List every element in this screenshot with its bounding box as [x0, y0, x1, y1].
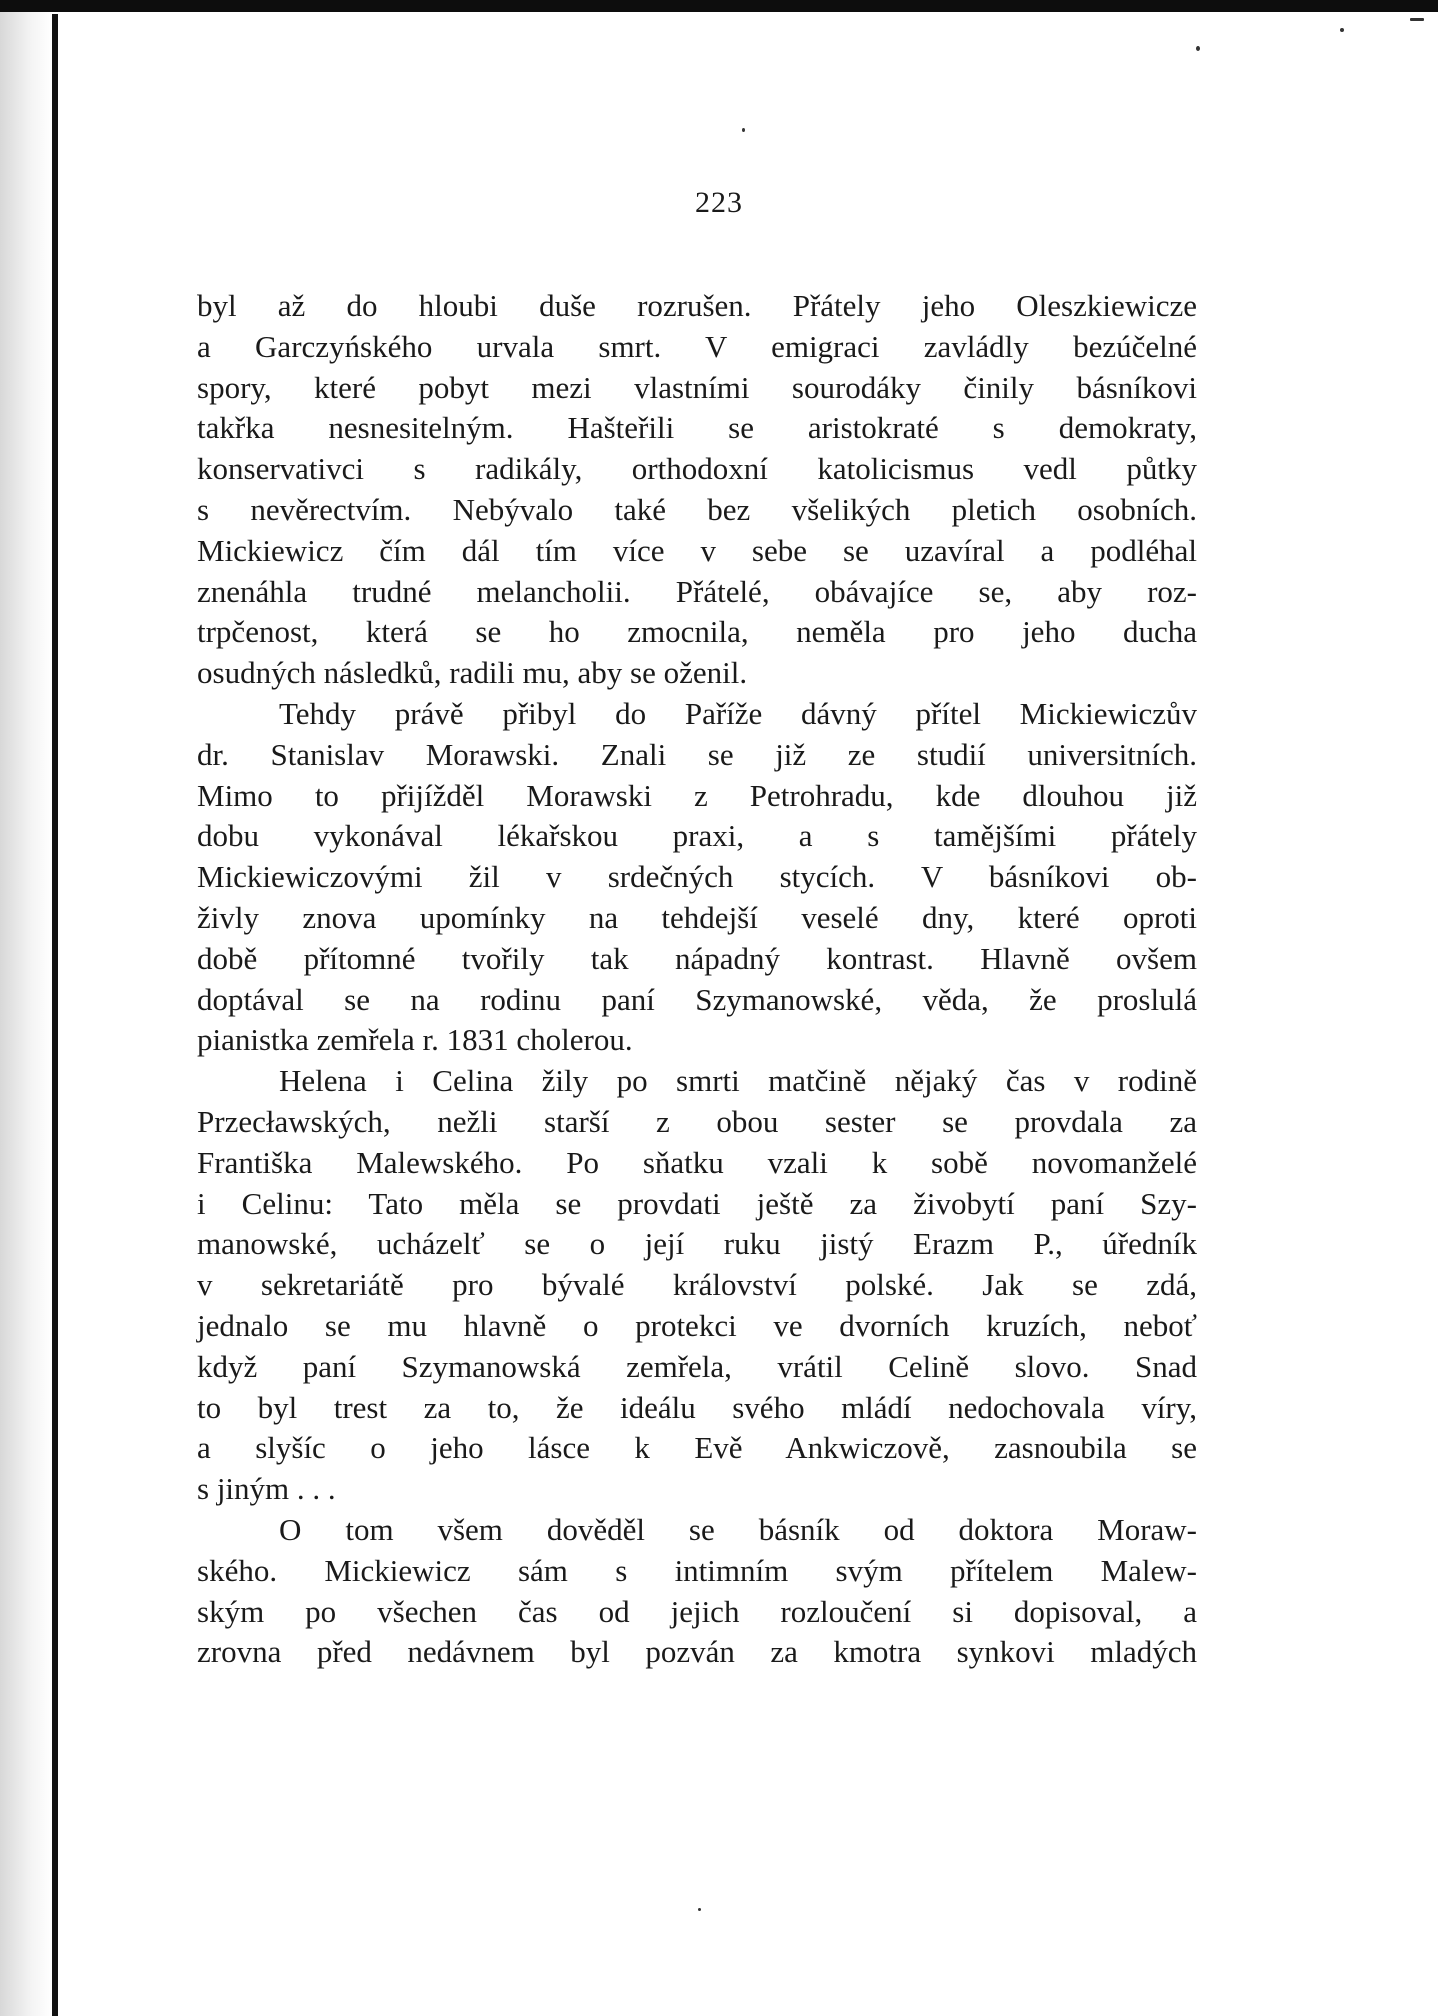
text-line: Františka Malewského. Po sňatku vzali k sobě novomanželé — [197, 1144, 1197, 1180]
text-line: živly znova upomínky na tehdejší veselé dny, které oproti — [197, 899, 1197, 935]
text-line: to byl trest za to, že ideálu svého mládí nedochovala víry, — [197, 1389, 1197, 1425]
text-line: konservativci s radikály, orthodoxní katolicismus vedl půtky — [197, 451, 1197, 487]
text-line: ským po všechen čas od jejich rozloučení si dopisoval, a — [197, 1593, 1197, 1629]
text-line: s jiným . . . — [197, 1471, 336, 1507]
scan-left-shadow — [0, 0, 52, 2016]
text-line: Helena i Celina žily po smrti matčině nějaký čas v rodině — [279, 1063, 1197, 1099]
text-line: a Garczyńského urvala smrt. V emigraci zavládly bezúčelné — [197, 328, 1197, 364]
text-line: ského. Mickiewicz sám s intimním svým přítelem Malew- — [197, 1552, 1197, 1588]
text-line: době přítomné tvořily tak nápadný kontrast. Hlavně ovšem — [197, 940, 1197, 976]
text-line: znenáhla trudné melancholii. Přátelé, obávajíce se, aby roz- — [197, 573, 1197, 609]
scan-top-border — [0, 0, 1438, 12]
text-line: Mimo to přijížděl Morawski z Petrohradu, kde dlouhou již — [197, 777, 1197, 813]
scan-speck — [1410, 18, 1424, 21]
text-line: manowské, ucházelť se o její ruku jistý Erazm P., úředník — [197, 1226, 1197, 1262]
text-line: pianistka zemřela r. 1831 cholerou. — [197, 1022, 633, 1058]
text-line: a slyšíc o jeho lásce k Evě Ankwiczově, zasnoubila se — [197, 1430, 1197, 1466]
text-line: Przecławských, nežli starší z obou sester se provdala za — [197, 1103, 1197, 1139]
text-line: Mickiewiczovými žil v srdečných stycích. V básníkovi ob- — [197, 859, 1197, 895]
text-line: i Celinu: Tato měla se provdati ještě za živobytí paní Szy- — [197, 1185, 1197, 1221]
text-line: O tom všem dověděl se básník od doktora Moraw- — [279, 1511, 1197, 1547]
text-line: Tehdy právě přibyl do Paříže dávný přítel Mickiewiczův — [279, 695, 1197, 731]
text-line: s nevěrectvím. Nebývalo také bez všelikých pletich osobních. — [197, 491, 1197, 527]
scan-speck — [1340, 28, 1344, 32]
scan-speck — [1196, 46, 1200, 51]
scan-speck — [698, 1908, 701, 1911]
text-line: trpčenost, která se ho zmocnila, neměla pro jeho ducha — [197, 614, 1197, 650]
scan-speck — [742, 128, 745, 132]
text-line: spory, které pobyt mezi vlastními sourodáky činily básníkovi — [197, 369, 1197, 405]
text-line: dr. Stanislav Morawski. Znali se již ze studií universitních. — [197, 736, 1197, 772]
text-line: osudných následků, radili mu, aby se oženil. — [197, 655, 748, 691]
text-line: když paní Szymanowská zemřela, vrátil Celině slovo. Snad — [197, 1348, 1197, 1384]
text-line: Mickiewicz čím dál tím více v sebe se uzavíral a podléhal — [197, 532, 1197, 568]
text-line: byl až do hloubi duše rozrušen. Přátely jeho Oleszkiewicze — [197, 288, 1197, 323]
scan-left-border — [52, 14, 58, 2016]
text-line: v sekretariátě pro bývalé království polské. Jak se zdá, — [197, 1267, 1197, 1303]
text-line: zrovna před nedávnem byl pozván za kmotra synkovi mladých — [197, 1634, 1197, 1670]
text-line: jednalo se mu hlavně o protekci ve dvorních kruzích, neboť — [197, 1307, 1197, 1343]
text-line: doptával se na rodinu paní Szymanowské, věda, že proslulá — [197, 981, 1197, 1017]
body-text — [197, 286, 1197, 1673]
page-number: 223 — [695, 186, 743, 219]
text-line: takřka nesnesitelným. Hašteřili se aristokraté s demokraty, — [197, 410, 1197, 446]
text-line: dobu vykonával lékařskou praxi, a s tamějšími přátely — [197, 818, 1197, 854]
